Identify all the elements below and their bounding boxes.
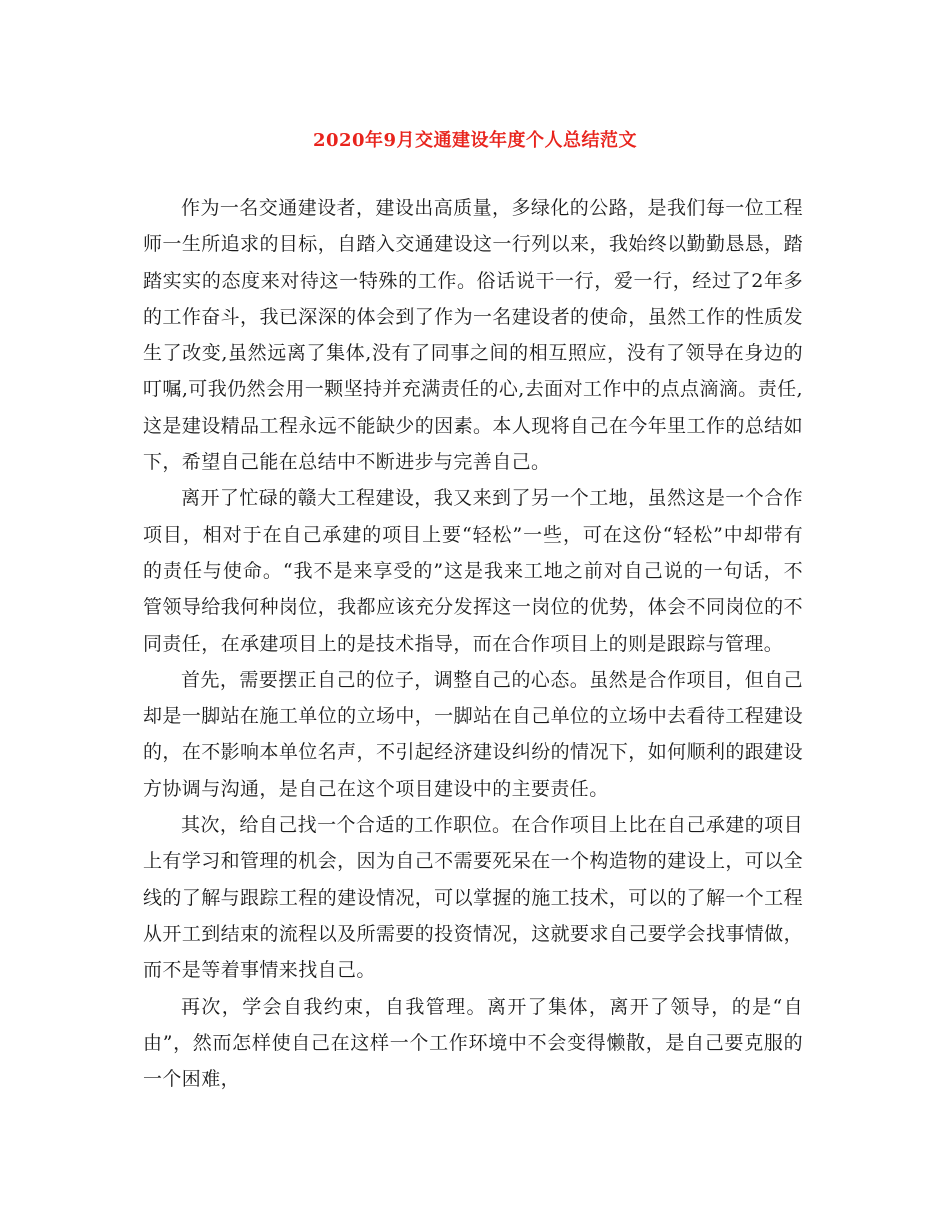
paragraph-new-site: 离开了忙碌的赣大工程建设，我又来到了另一个工地，虽然这是一个合作项目，相对于在自己承建的项目上要“轻松”一些，可在这份“轻松”中却带有的责任与使命。“我不是来享受的”这是我来工地之前对自己说的一句话，不管领导给我何种岗位，我都应该充分发挥这一岗位的优势，体会不同岗位的不同责任，在承建项目上的是技术指导，而在合作项目上的则是跟踪与管理。 <box>143 487 803 655</box>
paragraph-second: 其次，给自己找一个合适的工作职位。在合作项目上比在自己承建的项目上有学习和管理的机会，因为自己不需要死呆在一个构造物的建设上，可以全线的了解与跟踪工程的建设情况，可以掌握的施工技术，可以的了解一个工程从开工到结束的流程以及所需要的投资情况，这就要求自己要学会找事情做，而不是等着事情来找自己。 <box>143 814 803 982</box>
document-title: 2020年9月交通建设年度个人总结范文 <box>312 130 638 151</box>
paragraph-first: 首先，需要摆正自己的位子，调整自己的心态。虽然是合作项目，但自己却是一脚站在施工单位的立场中，一脚站在自己单位的立场中去看待工程建设的，在不影响本单位名声，不引起经济建设纠纷的情况下，如何顺利的跟建设方协调与沟通，是自己在这个项目建设中的主要责任。 <box>143 668 803 800</box>
paragraph-third: 再次，学会自我约束，自我管理。离开了集体，离开了领导，的是“自由”，然而怎样使自己在这样一个工作环境中不会变得懒散，是自己要克服的一个困难， <box>143 995 803 1091</box>
paragraph-intro: 作为一名交通建设者，建设出高质量，多绿化的公路，是我们每一位工程师一生所追求的目标，自踏入交通建设这一行列以来，我始终以勤勤恳恳，踏踏实实的态度来对待这一特殊的工作。俗话说干一行，爱一行，经过了2年多的工作奋斗，我已深深的体会到了作为一名建设者的使命，虽然工作的性质发生了改变,虽然远离了集体,没有了同事之间的相互照应，没有了领导在身边的叮嘱,可我仍然会用一颗坚持并充满责任的心,去面对工作中的点点滴滴。责任,这是建设精品工程永远不能缺少的因素。本人现将自己在今年里工作的总结如下，希望自己能在总结中不断进步与完善自己。 <box>143 197 803 474</box>
document-body <box>143 190 803 1097</box>
